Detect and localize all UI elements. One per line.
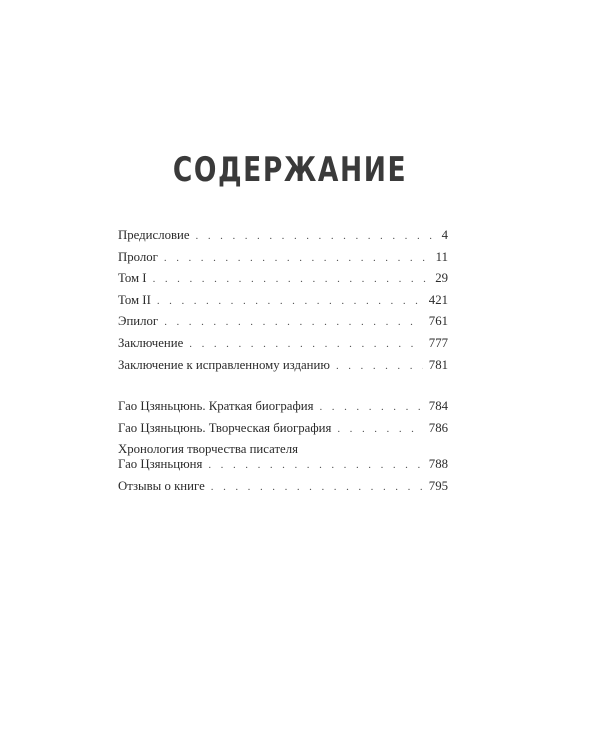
toc-entry-volume-1[interactable]: [118, 271, 448, 293]
dot-leader: [164, 315, 423, 330]
dot-leader: [157, 294, 423, 309]
toc-entry-chronology[interactable]: [118, 442, 448, 472]
toc-entry-label: Заключение: [118, 335, 184, 350]
toc-entry-label: Отзывы о книге: [118, 478, 205, 493]
dot-leader: [164, 251, 430, 266]
toc-main-section: [118, 228, 448, 379]
dot-leader: [337, 422, 422, 437]
page-title: СОДЕРЖАНИЕ: [172, 150, 408, 190]
toc-entry-label: Том II: [118, 292, 151, 307]
toc-appendix-section: [118, 399, 448, 500]
toc-entry-epilogue[interactable]: [118, 314, 448, 336]
toc-entry-page: 784: [428, 399, 448, 414]
dot-leader: [196, 229, 432, 244]
toc-entry-prologue[interactable]: [118, 250, 448, 272]
toc-entry-label: Предисловие: [118, 228, 190, 242]
table-of-contents: [118, 228, 448, 501]
dot-leader: [208, 458, 422, 473]
dot-leader: [211, 480, 423, 495]
toc-entry-creative-biography[interactable]: [118, 421, 448, 443]
toc-entry-page: 29: [435, 271, 448, 286]
toc-entry-page: 786: [428, 420, 448, 435]
toc-entry-volume-2[interactable]: [118, 293, 448, 315]
toc-entry-conclusion[interactable]: [118, 336, 448, 358]
toc-entry-page: 795: [428, 478, 448, 493]
toc-entry-label: Заключение к исправленному изданию: [118, 357, 330, 372]
toc-entry-page: 4: [441, 228, 448, 242]
toc-entry-page: 761: [428, 314, 448, 329]
toc-entry-short-biography[interactable]: [118, 399, 448, 421]
toc-entry-page: 421: [428, 292, 448, 307]
toc-entry-reviews[interactable]: [118, 479, 448, 501]
toc-entry-line2: [118, 457, 448, 472]
toc-entry-label: Хронология творчества писателя: [118, 442, 298, 457]
toc-entry-conclusion-revised[interactable]: [118, 358, 448, 380]
dot-leader: [320, 400, 423, 415]
toc-entry-page: 781: [428, 357, 448, 372]
toc-entry-page: 11: [435, 249, 448, 264]
dot-leader: [336, 359, 423, 374]
toc-entry-label: Пролог: [118, 249, 158, 264]
toc-entry-label: Гао Цзяньцюнь. Краткая биография: [118, 399, 314, 414]
toc-entry-label-continued: Гао Цзяньцюня: [118, 457, 203, 472]
toc-entry-label: Гао Цзяньцюнь. Творческая биография: [118, 420, 332, 435]
dot-leader: [153, 272, 430, 287]
toc-entry-page: 788: [428, 457, 448, 472]
toc-entry-label: Том I: [118, 271, 147, 286]
toc-entry-page: 777: [428, 335, 448, 350]
dot-leader: [189, 337, 423, 352]
toc-entry-foreword[interactable]: [118, 228, 448, 250]
toc-entry-label: Эпилог: [118, 314, 159, 329]
